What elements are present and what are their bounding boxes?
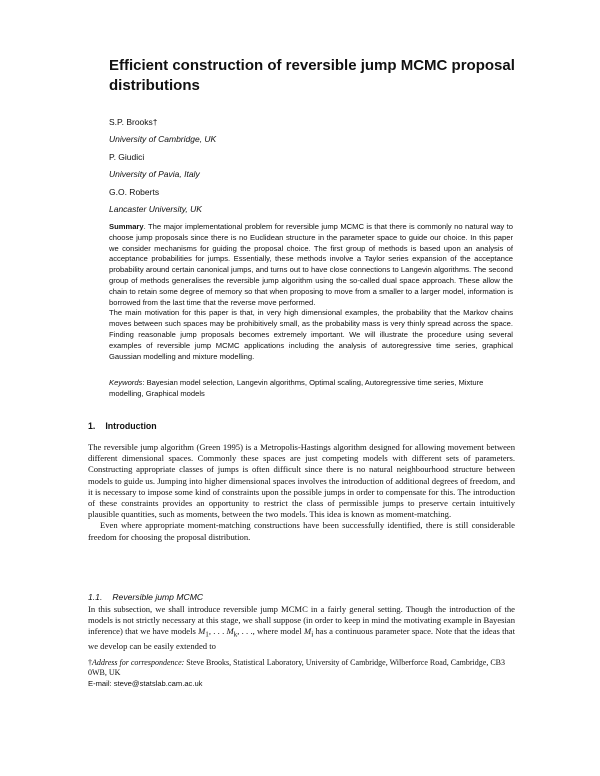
body-paragraph: The reversible jump algorithm (Green 1995) is a Metropolis-Hastings algorithm designed for allowing movement between different dimensional spaces. Commonly these spaces are just competing models with different sets of parameters. Constructing appropriate classes of jumps is often difficult since there is no natural neighbourhood structure between models to guide us. Jumping into higher dimensional spaces involves the introduction of additional degrees of freedom, and it is necessary to impose some kind of constraints upon the possible jumps in order to compensate for this. The introduction of these constraints provides an opportunity to restrict the class of permissible jumps to preserve certain intuitively plausible quantities, such as moments, between the two models. This idea is known as moment-matching. xyxy=(88,442,515,520)
introduction-body xyxy=(88,442,515,543)
math-subscript: 1 xyxy=(205,631,209,640)
paper-title: Efficient construction of reversible jump MCMC proposal distributions xyxy=(109,57,515,94)
abstract-paragraph xyxy=(109,222,513,308)
footnote-marker: † xyxy=(88,658,92,667)
author-name: G.O. Roberts xyxy=(109,186,160,197)
keywords-text: : Bayesian model selection, Langevin algorithms, Optimal scaling, Autoregressive time series, Mixture modelling, Graphical models xyxy=(109,378,484,398)
math-symbol: M xyxy=(226,626,234,637)
footnote-text: Steve Brooks, Statistical Laboratory, University of Cambridge, Wilberforce Road, Cambridge, CB3 0WB, UK xyxy=(88,658,506,678)
body-text: In this subsection, we shall introduce reversible jump MCMC in a fairly general setting. Though the introduction of the models is not strictly necessary at this stage, we shall suppose (in order to keep in mind the motivating example in Bayesian inference) that we have models xyxy=(88,604,515,637)
author-affiliation: University of Pavia, Italy xyxy=(109,169,200,180)
section-title: Introduction xyxy=(105,421,157,431)
subsection-body xyxy=(88,604,515,653)
abstract xyxy=(109,222,513,362)
body-text: , . . . xyxy=(208,626,227,637)
abstract-lead: Summary xyxy=(109,222,144,231)
body-paragraph: Even where appropriate moment-matching constructions have been successfully identified, there is still considerable freedom for choosing the proposal distribution. xyxy=(88,520,515,542)
footnote-email[interactable]: E-mail: steve@statslab.cam.ac.uk xyxy=(88,678,203,688)
author-name: S.P. Brooks† xyxy=(109,117,158,127)
body-text: has a continuous parameter space. Note that the ideas that we develop can be easily extended to xyxy=(88,626,516,652)
section-heading xyxy=(88,421,157,431)
math-subscript: k xyxy=(233,631,238,640)
author-name: P. Giudici xyxy=(109,151,145,162)
math-symbol: M xyxy=(198,626,206,637)
author-list xyxy=(109,114,539,218)
footnote-label: Address for correspondence: xyxy=(92,658,185,667)
body-text: , . . ., where model xyxy=(237,626,305,637)
abstract-paragraph: The main motivation for this paper is that, in very high dimensional examples, the probability that the Markov chains moves between such spaces may be prohibitively small, as the probability mass is very thinly spread across the space. Finding reasonable jump proposals becomes extremely important. We will illustrate the procedure using several examples of reversible jump MCMC applications including the analysis of autoregressive time series, graphical Gaussian modelling and mixture modelling. xyxy=(109,308,513,361)
math-symbol: M xyxy=(304,626,312,637)
author-affiliation: Lancaster University, UK xyxy=(109,204,202,215)
section-number: 1. xyxy=(88,421,96,431)
math-subscript: i xyxy=(311,631,314,640)
body-paragraph xyxy=(88,604,515,653)
subsection-title: Reversible jump MCMC xyxy=(112,592,204,602)
keywords-label: Keywords xyxy=(109,378,143,387)
keywords xyxy=(109,378,513,400)
subsection-number: 1.1. xyxy=(88,592,103,602)
footnote xyxy=(88,658,515,689)
subsection-heading xyxy=(88,592,203,602)
author-affiliation: University of Cambridge, UK xyxy=(109,134,217,145)
abstract-text: . The major implementational problem for reversible jump MCMC is that there is commonly no natural way to choose jump proposals since there is no Euclidean structure in the parameter space to guide our choice. In this paper we consider mechanisms for guiding the proposal choice. The first group of methods is based upon an analysis of acceptance probabilities for jumps. Essentially, these methods involve a Taylor series expansion of the acceptance probability around certain canonical jumps, and turns out to have close connections to Langevin algorithms. The second group of methods generalises the reversible jump algorithm using the so-called dual space approach. These allow the chain to retain some degree of memory so that when proposing to move from a smaller to a larger model, information is borrowed from the last time that the reverse move performed. xyxy=(109,222,513,307)
